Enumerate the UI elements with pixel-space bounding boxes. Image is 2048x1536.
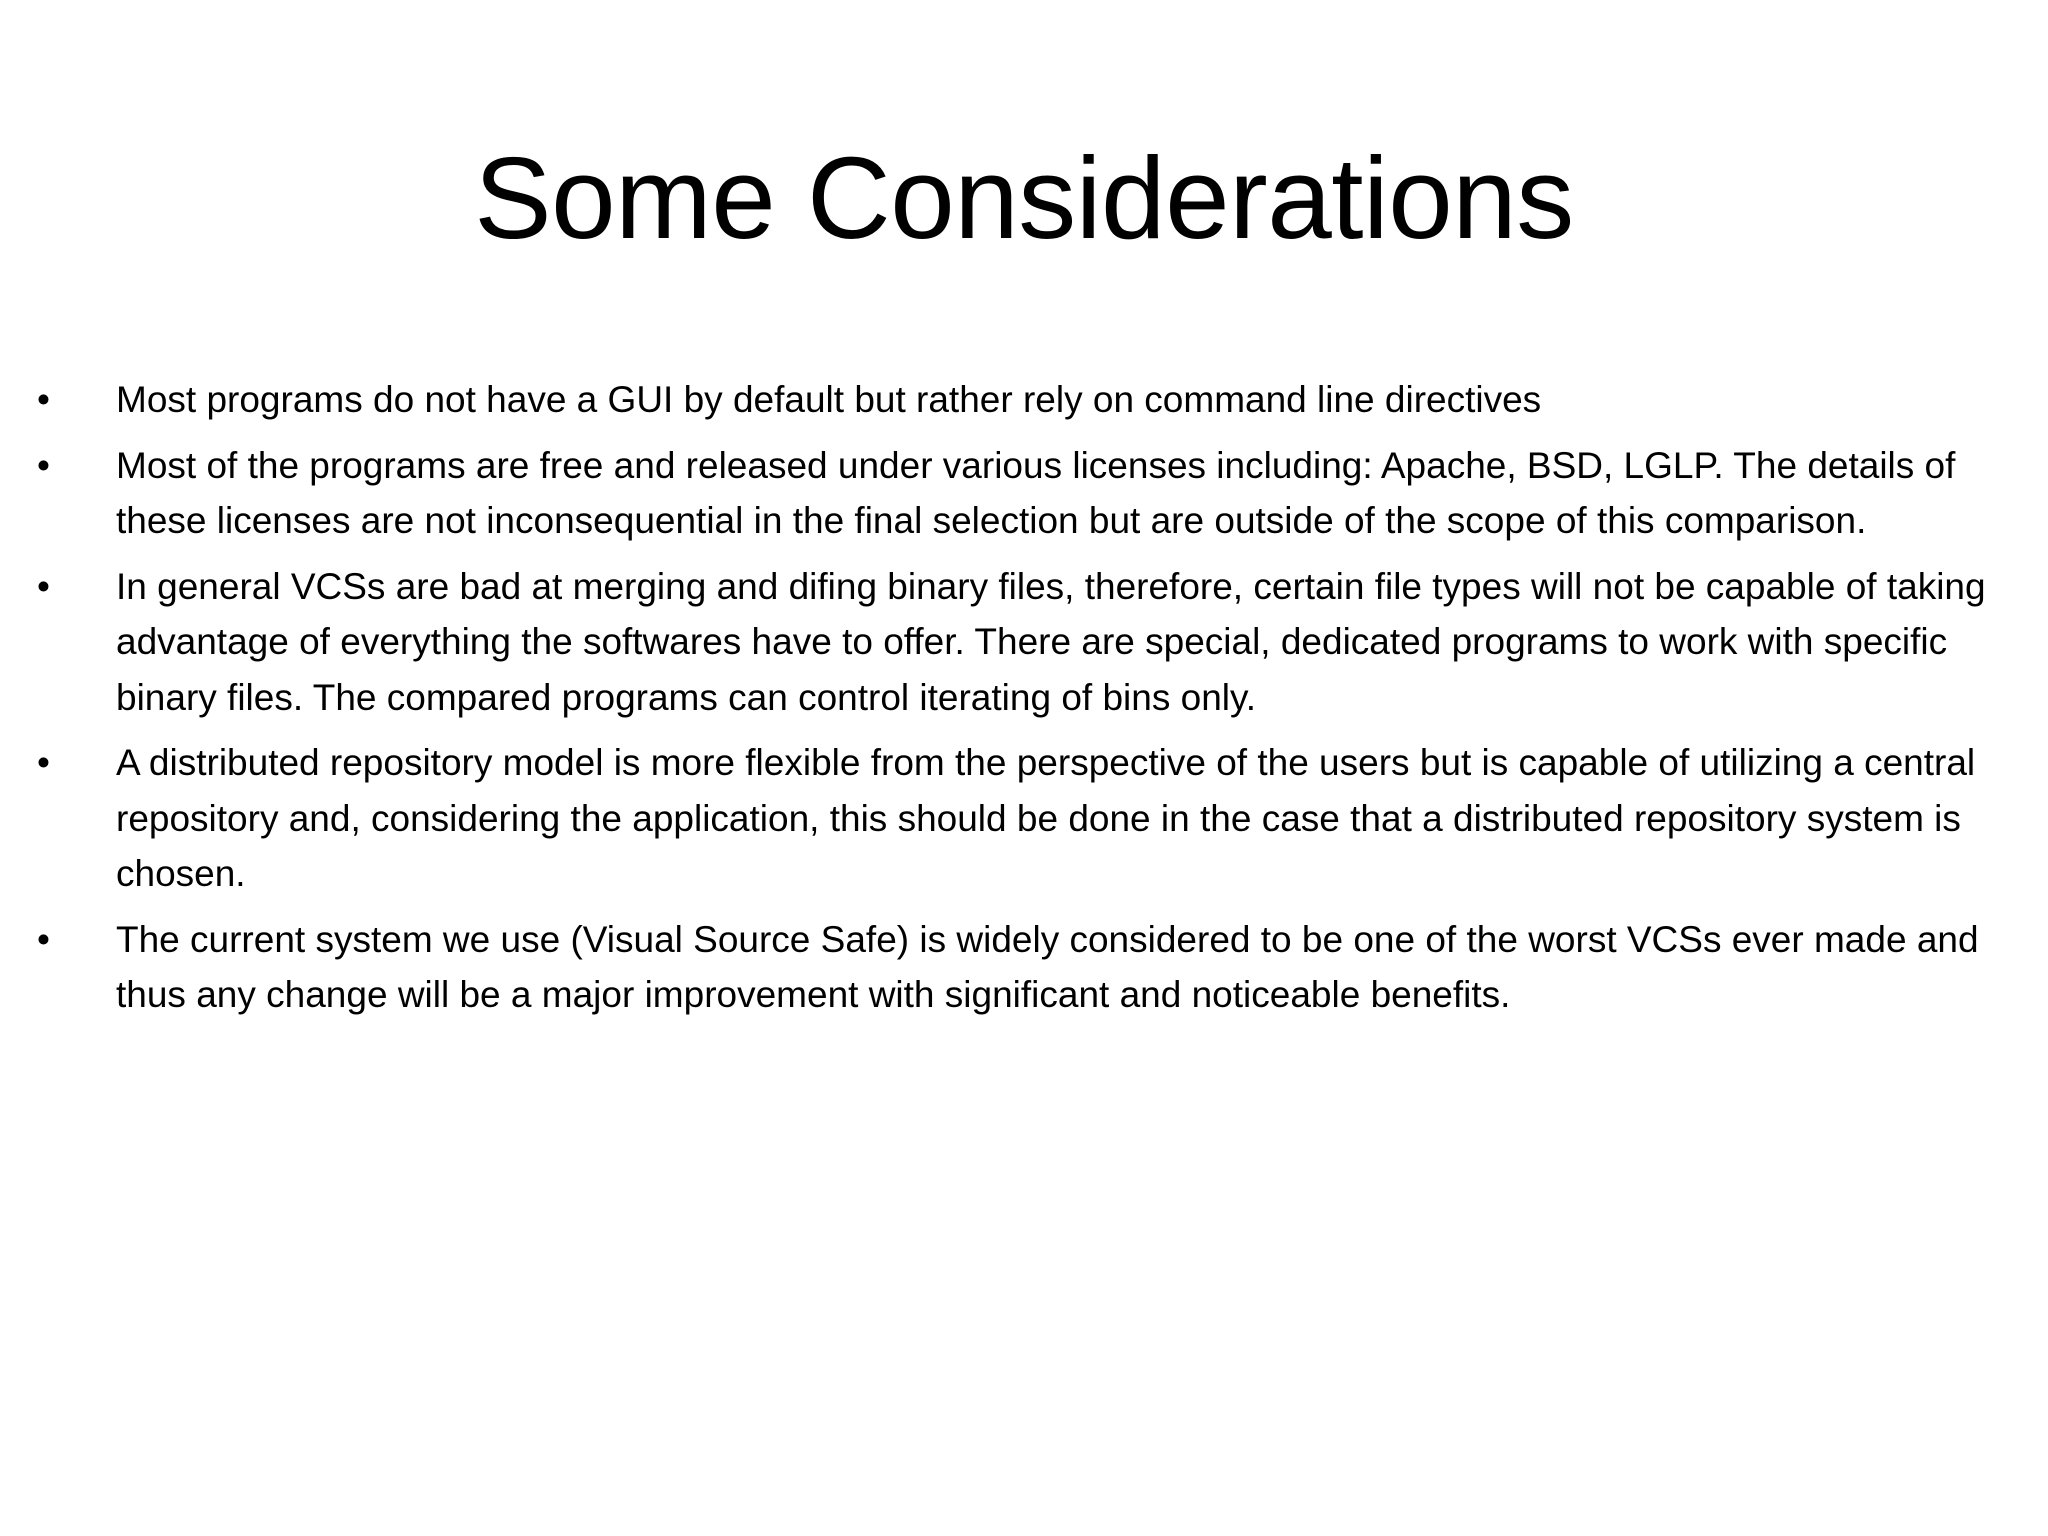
bullet-item [0,372,2048,428]
bullet-item [0,912,2048,1023]
bullet-marker: • [37,742,50,783]
bullet-item [0,559,2048,726]
bullet-marker: • [37,565,50,607]
bullet-marker: • [37,918,50,960]
bullet-text: Most programs do not have a GUI by default but rather rely on command line directives [116,379,1542,420]
bullet-list [0,372,2048,1033]
slide-title: Some Considerations [474,133,1574,263]
bullet-item [0,438,2048,549]
bullet-text: The current system we use (Visual Source Safe) is widely considered to be one of the worst VCSs ever made and thus any change will be a major improvement with significant and noticeable benefits. [116,918,1979,1015]
bullet-text: In general VCSs are bad at merging and difing binary files, therefore, certain file types will not be capable of taking advantage of everything the softwares have to offer. There are special, dedicated programs to work with specific binary files. The compared programs can control iterating of bins only. [116,565,1986,718]
bullet-item [0,735,2048,902]
bullet-text: A distributed repository model is more flexible from the perspective of the users but is capable of utilizing a central repository and, considering the application, this should be done in the case that a distributed repository system is chosen. [116,742,1976,894]
bullet-marker: • [37,379,50,420]
bullet-text: Most of the programs are free and released under various licenses including: Apache, BSD, LGLP. The details of these licenses are not inconsequential in the final selection but are outside of the scope of this comparison. [116,444,1956,541]
bullet-marker: • [37,444,50,486]
